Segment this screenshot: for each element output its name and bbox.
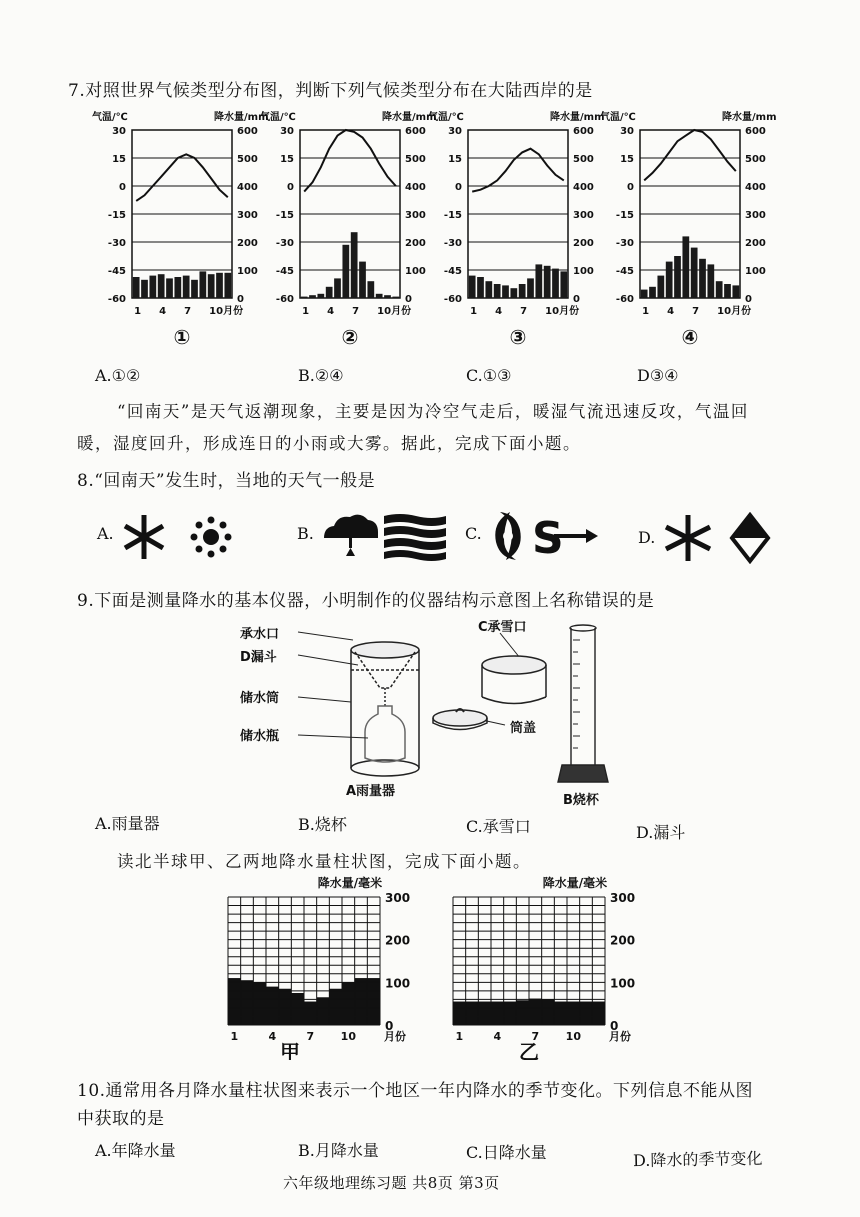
x-tick-label: 7 [531, 1030, 540, 1043]
svg-text:S: S [532, 513, 564, 564]
month-tick-label: 4 [667, 306, 675, 317]
x-tick-label: 4 [268, 1030, 277, 1043]
precip-bar [334, 278, 341, 298]
precip-bar [494, 284, 501, 298]
precip-axis-label: 降水量/毫米 [542, 876, 608, 890]
option-text: ③④ [649, 366, 679, 385]
option-letter: A. [95, 814, 112, 833]
precip-tick-label: 300 [237, 210, 258, 221]
label-rain-gauge: A雨量器 [346, 784, 396, 799]
typhoon-icon [495, 512, 520, 560]
chart-title: 乙 [519, 1040, 539, 1060]
precip-tick-label: 400 [237, 182, 258, 193]
precip-tick-label: 500 [573, 154, 594, 165]
precip-bar [649, 287, 656, 298]
y-tick-label: 300 [385, 891, 411, 905]
label-beaker: B烧杯 [563, 793, 599, 808]
temp-axis-label: 气温/℃ [92, 112, 128, 123]
temp-tick-label: -30 [615, 238, 634, 249]
fog-icon [384, 514, 446, 561]
precip-tick-label: 600 [237, 126, 258, 137]
temp-tick-label: -15 [443, 210, 462, 221]
precip-tick-label: 100 [237, 266, 258, 277]
option-text: 年降水量 [111, 1141, 176, 1160]
precip-tick-label: 100 [405, 266, 426, 277]
q9-option-b[interactable] [298, 812, 347, 835]
q8-option-a-icons[interactable] [122, 512, 242, 562]
precip-bar [732, 285, 739, 298]
precip-bar [453, 1002, 466, 1025]
precip-bar [516, 1000, 529, 1025]
q10-stem-line-1: 10.通常用各月降水量柱状图来表示一个地区一年内降水的季节变化。下列信息不能从图 [77, 1081, 754, 1101]
x-tick-label: 7 [306, 1030, 315, 1043]
month-tick-label: 1 [642, 306, 650, 317]
month-tick-label: 1 [470, 306, 478, 317]
y-tick-label: 200 [610, 933, 636, 948]
precip-bar [682, 236, 689, 298]
precip-tick-label: 0 [405, 294, 412, 305]
option-text: ①② [111, 366, 141, 385]
precip-bar [699, 259, 706, 298]
precip-bar [477, 277, 484, 298]
option-text: 日降水量 [482, 1143, 547, 1162]
q10-option-b[interactable] [298, 1138, 379, 1161]
option-text: ①③ [482, 366, 512, 385]
temp-tick-label: 0 [455, 182, 462, 193]
precip-bar [199, 271, 206, 298]
precip-bar [158, 274, 165, 298]
precip-bar [592, 1002, 605, 1025]
precip-bar [666, 262, 673, 298]
precip-bar [466, 1002, 479, 1025]
graduated-cylinder-illustration [558, 625, 608, 782]
precip-tick-label: 200 [745, 238, 766, 249]
x-tick-label: 1 [230, 1030, 239, 1043]
temp-tick-label: 15 [448, 154, 462, 165]
temp-tick-label: -15 [615, 210, 634, 221]
q9-option-d[interactable] [636, 820, 685, 843]
sunny-icon [191, 517, 232, 558]
precip-bar [469, 276, 476, 298]
precip-tick-label: 400 [573, 182, 594, 193]
month-tick-label: 10月份 [545, 306, 580, 317]
precip-bar [183, 276, 190, 298]
temp-tick-label: 30 [448, 126, 462, 137]
month-tick-label: 1 [134, 306, 142, 317]
option-letter: B. [298, 1141, 315, 1160]
precip-bar [485, 281, 492, 298]
option-letter: D. [632, 1150, 651, 1171]
label-funnel: D漏斗 [240, 650, 277, 665]
precip-tick-label: 300 [573, 210, 594, 221]
month-tick-label: 7 [520, 306, 528, 317]
y-tick-label: 100 [385, 976, 411, 991]
precip-bar [519, 284, 526, 298]
q7-option-d[interactable] [637, 366, 679, 385]
option-text: 承雪口 [482, 817, 531, 836]
y-tick-label: 0 [610, 1019, 619, 1033]
precip-bar [141, 280, 148, 298]
sleet-icon [732, 515, 768, 561]
option-letter: D. [636, 823, 654, 842]
month-tick-label: 4 [327, 306, 335, 317]
precip-tick-label: 500 [405, 154, 426, 165]
precip-bar [367, 978, 380, 1025]
option-letter: B. [298, 366, 315, 385]
precip-bar [478, 1002, 491, 1025]
x-tick-label: 1 [455, 1030, 464, 1043]
precip-bar [253, 982, 266, 1025]
q8-option-b-icons[interactable] [322, 512, 452, 562]
q10-option-d[interactable] [633, 1146, 763, 1171]
option-text: 雨量器 [111, 814, 160, 833]
q8-stem: 8.“回南天”发生时，当地的天气一般是 [77, 471, 376, 491]
month-tick-label: 4 [495, 306, 503, 317]
month-tick-label: 4 [159, 306, 167, 317]
precip-bar [502, 285, 509, 298]
option-letter: A. [95, 1141, 112, 1160]
chart-number-label: ① [173, 325, 191, 349]
precip-tick-label: 500 [745, 154, 766, 165]
precip-bar [279, 989, 292, 1025]
option-letter: B. [298, 815, 315, 834]
precip-bar [580, 1002, 593, 1025]
q8-option-a-letter[interactable]: A. [97, 524, 114, 543]
temp-axis-label: 气温/℃ [428, 112, 464, 123]
precip-bar [567, 1002, 580, 1025]
precip-bar [716, 281, 723, 298]
label-storage-bottle: 储水瓶 [240, 729, 280, 744]
x-tick-label: 10 [565, 1030, 581, 1043]
temp-tick-label: -60 [443, 294, 462, 305]
south-wind-icon [532, 513, 598, 564]
q10-option-c[interactable] [466, 1140, 547, 1163]
q10-stem-line-2: 中获取的是 [77, 1109, 165, 1129]
precip-bar [241, 980, 254, 1025]
q8-option-c-letter[interactable]: C. [465, 524, 482, 543]
rain-gauge-illustration [351, 642, 419, 776]
chart-number-label: ④ [681, 325, 699, 349]
snow-icon [125, 515, 163, 559]
temp-tick-label: -45 [443, 266, 462, 277]
precip-bar [291, 993, 304, 1025]
precip-tick-label: 300 [745, 210, 766, 221]
precip-bar [342, 245, 349, 298]
precip-bar [384, 295, 391, 298]
y-tick-label: 100 [610, 976, 636, 991]
temp-tick-label: 30 [620, 126, 634, 137]
precip-bar [535, 264, 542, 298]
month-tick-label: 7 [352, 306, 360, 317]
precip-bar [529, 999, 542, 1025]
option-letter: C. [466, 1143, 483, 1162]
temp-tick-label: -60 [615, 294, 634, 305]
precip-axis-label: 降水量/mm [722, 112, 777, 123]
y-tick-label: 300 [610, 891, 636, 905]
q8-option-b-letter[interactable]: B. [297, 524, 314, 543]
chart-number-label: ② [341, 325, 359, 349]
temperature-line [136, 154, 228, 201]
temp-tick-label: 30 [280, 126, 294, 137]
precip-bar [554, 1002, 567, 1025]
q7-stem: 7.对照世界气候类型分布图，判断下列气候类型分布在大陆西岸的是 [68, 81, 593, 101]
precip-tick-label: 0 [745, 294, 752, 305]
y-tick-label: 0 [385, 1019, 394, 1033]
precip-bar [208, 274, 215, 298]
q8-option-d-icons[interactable] [662, 512, 782, 564]
y-tick-label: 200 [385, 933, 411, 948]
month-tick-label: 10月份 [377, 306, 412, 317]
precip-tick-label: 200 [237, 238, 258, 249]
precip-tick-label: 600 [745, 126, 766, 137]
precip-bar [376, 294, 383, 298]
precip-bar [724, 284, 731, 298]
temperature-line [472, 149, 564, 192]
precip-bar [641, 290, 648, 298]
q7-option-b[interactable] [298, 366, 344, 385]
temp-tick-label: -15 [275, 210, 294, 221]
precip-bar [329, 989, 342, 1025]
climate-chart-3 [428, 110, 605, 349]
option-letter: C. [466, 366, 483, 385]
month-tick-label: 7 [184, 306, 192, 317]
q10-option-a[interactable] [95, 1138, 176, 1161]
option-letter: D [637, 366, 650, 385]
precip-bar [317, 294, 324, 298]
temp-tick-label: -30 [443, 238, 462, 249]
q7-option-a[interactable] [95, 366, 140, 385]
precip-bar [691, 248, 698, 298]
q9-stem: 9.下面是测量降水的基本仪器，小明制作的仪器结构示意图上名称错误的是 [77, 591, 655, 611]
precip-tick-label: 400 [405, 182, 426, 193]
precip-tick-label: 400 [745, 182, 766, 193]
snow-collector-illustration [482, 656, 546, 704]
month-tick-label: 10月份 [209, 306, 244, 317]
precip-bar [301, 297, 308, 298]
precip-tick-label: 500 [237, 154, 258, 165]
precip-bar [491, 1002, 504, 1025]
temp-tick-label: -45 [615, 266, 634, 277]
temp-tick-label: -60 [107, 294, 126, 305]
climate-chart-1 [92, 110, 269, 349]
precip-bar [149, 276, 156, 298]
precip-bar [560, 271, 567, 298]
temp-tick-label: -15 [107, 210, 126, 221]
temp-axis-label: 气温/℃ [600, 112, 636, 123]
x-axis-label: 月份 [384, 1030, 406, 1043]
temp-tick-label: 0 [119, 182, 126, 193]
option-text: 漏斗 [653, 823, 686, 842]
precip-tick-label: 0 [237, 294, 244, 305]
q8-option-d-letter[interactable]: D. [638, 528, 656, 547]
option-text: 降水的季节变化 [650, 1148, 763, 1170]
precip-bar [228, 978, 241, 1025]
climate-chart-4 [600, 110, 777, 349]
passage-line-1: “回南天”是天气返潮现象，主要是因为冷空气走后，暖湿气流迅速反攻，气温回 [117, 402, 749, 421]
q9-option-c[interactable] [466, 814, 531, 837]
precip-bar [342, 982, 355, 1025]
temp-tick-label: -45 [275, 266, 294, 277]
x-axis-label: 月份 [609, 1030, 631, 1043]
precip-bar [542, 999, 555, 1025]
precip-bar [266, 987, 279, 1025]
instrument-diagram [228, 610, 628, 810]
chart-number-label: ③ [509, 325, 527, 349]
precip-bar [504, 1002, 517, 1025]
precip-bar [304, 1002, 317, 1025]
precip-axis-label: 降水量/mm [214, 112, 269, 123]
precip-bar [367, 281, 374, 298]
precip-bar [224, 273, 231, 298]
q9-option-a[interactable] [95, 811, 160, 834]
snow-icon [666, 515, 710, 561]
precip-bar [510, 288, 517, 298]
x-tick-label: 4 [493, 1030, 502, 1043]
precip-bar [191, 280, 198, 298]
precip-bar [174, 277, 181, 298]
precip-bar [552, 269, 559, 298]
precip-chart-1 [228, 875, 410, 1060]
temp-tick-label: 0 [287, 182, 294, 193]
precip-tick-label: 200 [405, 238, 426, 249]
temp-tick-label: -30 [275, 238, 294, 249]
temp-tick-label: 0 [627, 182, 634, 193]
option-letter: A. [95, 366, 112, 385]
label-snow-inlet: C承雪口 [478, 620, 527, 635]
temp-axis-label: 气温/℃ [260, 112, 296, 123]
precip-bar [674, 256, 681, 298]
precip-bar [317, 997, 330, 1025]
temp-tick-label: -60 [275, 294, 294, 305]
q8-option-c-icons[interactable] [490, 508, 600, 564]
precip-bar [326, 287, 333, 298]
month-tick-label: 1 [302, 306, 310, 317]
x-tick-label: 10 [340, 1030, 356, 1043]
precip-axis-label: 降水量/mm [382, 112, 437, 123]
passage-line-2: 暖，湿度回升，形成连日的小雨或大雾。据此，完成下面小题。 [77, 434, 581, 453]
temperature-line [304, 130, 396, 192]
label-cover: 筒盖 [510, 721, 537, 736]
precip-chart-2 [453, 875, 635, 1060]
climate-chart-2 [260, 110, 437, 349]
precip-bar [527, 278, 534, 298]
precip-bar [216, 273, 223, 298]
option-text: ②④ [314, 366, 344, 385]
precip-axis-label: 降水量/毫米 [317, 876, 383, 890]
temp-tick-label: 15 [112, 154, 126, 165]
chart-title: 甲 [280, 1040, 300, 1060]
precip-bar [544, 266, 551, 298]
precip-bar [355, 978, 368, 1025]
option-text: 烧杯 [314, 815, 347, 834]
precip-bar [133, 277, 140, 298]
precip-tick-label: 100 [745, 266, 766, 277]
precip-bar [359, 262, 366, 298]
precip-tick-label: 100 [573, 266, 594, 277]
precip-tick-label: 300 [405, 210, 426, 221]
month-tick-label: 7 [692, 306, 700, 317]
q7-option-c[interactable] [466, 366, 511, 385]
precip-bar [351, 232, 358, 298]
passage-2: 读北半球甲、乙两地降水量柱状图，完成下面小题。 [117, 852, 531, 871]
precip-tick-label: 600 [405, 126, 426, 137]
precip-axis-label: 降水量/mm [550, 112, 605, 123]
precip-bar [166, 278, 173, 298]
page-footer: 六年级地理练习题 共8页 第3页 [283, 1174, 500, 1192]
cover-illustration [433, 709, 487, 730]
precip-bar [392, 297, 399, 298]
temperature-line [644, 130, 736, 180]
precip-bar [707, 264, 714, 298]
climate-charts [70, 100, 790, 360]
temp-tick-label: -30 [107, 238, 126, 249]
option-letter: C. [466, 817, 483, 836]
temp-tick-label: 30 [112, 126, 126, 137]
precip-bar [309, 295, 316, 298]
option-text: 月降水量 [314, 1141, 379, 1160]
precip-tick-label: 0 [573, 294, 580, 305]
light-rain-icon [324, 515, 378, 556]
precip-tick-label: 200 [573, 238, 594, 249]
month-tick-label: 10月份 [717, 306, 752, 317]
label-storage-tube: 储水筒 [240, 691, 280, 706]
temp-tick-label: 15 [620, 154, 634, 165]
precipitation-charts [200, 870, 660, 1060]
precip-bar [657, 276, 664, 298]
temp-tick-label: -45 [107, 266, 126, 277]
label-water-inlet: 承水口 [240, 627, 280, 642]
precip-tick-label: 600 [573, 126, 594, 137]
temp-tick-label: 15 [280, 154, 294, 165]
